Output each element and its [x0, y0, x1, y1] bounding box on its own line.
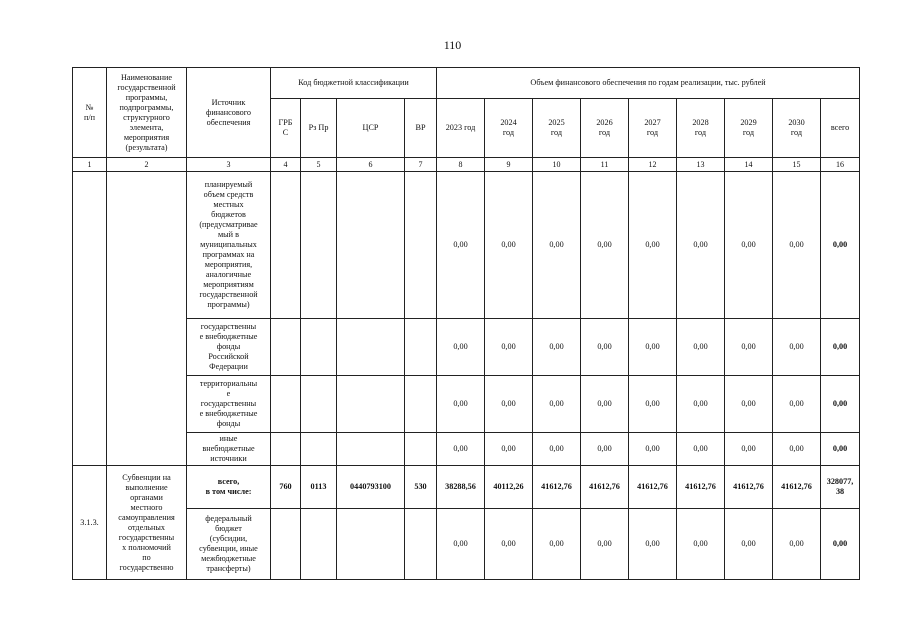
empty-cell — [301, 319, 337, 376]
header-row — [73, 68, 860, 99]
header-rzpr: Рз Пр — [301, 99, 337, 158]
item-rzpr: 0113 — [301, 466, 337, 509]
value-cell: 0,00 — [677, 172, 725, 319]
header-2023: 2023 год — [437, 99, 485, 158]
value-cell: 0,00 — [725, 319, 773, 376]
value-cell: 0,00 — [533, 172, 581, 319]
value-cell: 0,00 — [533, 433, 581, 466]
empty-cell — [337, 376, 405, 433]
table-row — [73, 319, 860, 376]
total-cell: 0,00 — [821, 376, 860, 433]
value-cell: 40112,26 — [485, 466, 533, 509]
table-row — [73, 433, 860, 466]
value-cell: 0,00 — [485, 509, 533, 580]
value-cell: 0,00 — [773, 172, 821, 319]
column-numbers-row — [73, 158, 860, 172]
header-vr: ВР — [405, 99, 437, 158]
column-number: 10 — [533, 158, 581, 172]
value-cell: 0,00 — [581, 433, 629, 466]
column-number: 11 — [581, 158, 629, 172]
column-number: 5 — [301, 158, 337, 172]
header-2024: 2024 год — [485, 99, 533, 158]
empty-cell — [271, 319, 301, 376]
item-grbs: 760 — [271, 466, 301, 509]
header-total: всего — [821, 99, 860, 158]
column-number: 8 — [437, 158, 485, 172]
value-cell: 0,00 — [437, 433, 485, 466]
column-number: 7 — [405, 158, 437, 172]
column-number: 15 — [773, 158, 821, 172]
total-cell: 0,00 — [821, 172, 860, 319]
value-cell: 0,00 — [677, 433, 725, 466]
empty-cell — [405, 433, 437, 466]
item-total-row — [73, 466, 860, 509]
value-cell: 0,00 — [581, 319, 629, 376]
column-number: 4 — [271, 158, 301, 172]
value-cell: 0,00 — [437, 376, 485, 433]
empty-cell — [405, 172, 437, 319]
header-2027: 2027 год — [629, 99, 677, 158]
value-cell: 0,00 — [437, 319, 485, 376]
header-grbs: ГРБ С — [271, 99, 301, 158]
header-finance-group: Объем финансового обеспечения по годам реализации, тыс. рублей — [437, 68, 860, 99]
value-cell: 0,00 — [725, 172, 773, 319]
header-csr: ЦСР — [337, 99, 405, 158]
column-number: 14 — [725, 158, 773, 172]
value-cell: 0,00 — [581, 509, 629, 580]
header-code-group: Код бюджетной классификации — [271, 68, 437, 99]
header-2030: 2030 год — [773, 99, 821, 158]
value-cell: 0,00 — [725, 433, 773, 466]
item-total-label: всего, в том числе: — [187, 466, 271, 509]
value-cell: 0,00 — [677, 376, 725, 433]
empty-cell — [301, 172, 337, 319]
value-cell: 0,00 — [533, 319, 581, 376]
funding-source: федеральный бюджет (субсидии, субвенции, иные межбюджетные трансферты) — [187, 509, 271, 580]
header-2028: 2028 год — [677, 99, 725, 158]
header-source: Источник финансового обеспечения — [187, 68, 271, 158]
empty-cell — [73, 172, 107, 466]
empty-cell — [337, 319, 405, 376]
item-name: Субвенции на выполнение органами местного самоуправления отдельных государственны х полномочий по государственно — [107, 466, 187, 580]
empty-cell — [271, 376, 301, 433]
value-cell: 0,00 — [773, 509, 821, 580]
column-number: 12 — [629, 158, 677, 172]
page-number: 110 — [443, 38, 462, 52]
value-cell: 0,00 — [629, 376, 677, 433]
total-cell: 0,00 — [821, 319, 860, 376]
header-2026: 2026 год — [581, 99, 629, 158]
funding-source: планируемый объем средств местных бюджетов (предусматривае мый в муниципальных программах на мероприятия, аналогичные мероприятиям государственной программы) — [187, 172, 271, 319]
value-cell: 0,00 — [773, 376, 821, 433]
column-number: 3 — [187, 158, 271, 172]
budget-table — [72, 67, 860, 580]
value-cell: 41612,76 — [773, 466, 821, 509]
column-number: 2 — [107, 158, 187, 172]
header-2025: 2025 год — [533, 99, 581, 158]
value-cell: 0,00 — [677, 509, 725, 580]
value-cell: 0,00 — [725, 376, 773, 433]
value-cell: 0,00 — [581, 376, 629, 433]
empty-cell — [271, 172, 301, 319]
header-name: Наименование государственной программы, подпрограммы, структурного элемента, мероприятия (результата) — [107, 68, 187, 158]
total-cell: 0,00 — [821, 509, 860, 580]
column-number: 9 — [485, 158, 533, 172]
empty-cell — [271, 509, 301, 580]
column-number: 13 — [677, 158, 725, 172]
value-cell: 0,00 — [725, 509, 773, 580]
value-cell: 0,00 — [485, 433, 533, 466]
value-cell: 41612,76 — [725, 466, 773, 509]
value-cell: 0,00 — [437, 172, 485, 319]
table-row — [73, 172, 860, 319]
column-number: 6 — [337, 158, 405, 172]
value-cell: 0,00 — [581, 172, 629, 319]
item-vr: 530 — [405, 466, 437, 509]
value-cell: 0,00 — [773, 433, 821, 466]
table-row — [73, 376, 860, 433]
empty-cell — [337, 172, 405, 319]
empty-cell — [301, 509, 337, 580]
item-index: 3.1.3. — [73, 466, 107, 580]
value-cell: 0,00 — [629, 319, 677, 376]
empty-cell — [107, 172, 187, 466]
value-cell: 0,00 — [677, 319, 725, 376]
empty-cell — [405, 376, 437, 433]
column-number: 1 — [73, 158, 107, 172]
empty-cell — [405, 319, 437, 376]
empty-cell — [301, 433, 337, 466]
empty-cell — [301, 376, 337, 433]
item-csr: 0440793100 — [337, 466, 405, 509]
value-cell: 0,00 — [485, 319, 533, 376]
empty-cell — [337, 433, 405, 466]
value-cell: 0,00 — [533, 376, 581, 433]
header-num: № п/п — [73, 68, 107, 158]
funding-source: иные внебюджетные источники — [187, 433, 271, 466]
total-cell: 0,00 — [821, 433, 860, 466]
value-cell: 0,00 — [533, 509, 581, 580]
column-number: 16 — [821, 158, 860, 172]
value-cell: 0,00 — [485, 376, 533, 433]
header-2029: 2029 год — [725, 99, 773, 158]
total-cell: 328077, 38 — [821, 466, 860, 509]
empty-cell — [337, 509, 405, 580]
empty-cell — [271, 433, 301, 466]
value-cell: 0,00 — [629, 433, 677, 466]
funding-source: территориальны е государственны е внебюджетные фонды — [187, 376, 271, 433]
value-cell: 41612,76 — [533, 466, 581, 509]
value-cell: 0,00 — [629, 172, 677, 319]
funding-source: государственны е внебюджетные фонды Российской Федерации — [187, 319, 271, 376]
table-row — [73, 509, 860, 580]
value-cell: 41612,76 — [629, 466, 677, 509]
value-cell: 41612,76 — [677, 466, 725, 509]
value-cell: 38288,56 — [437, 466, 485, 509]
value-cell: 41612,76 — [581, 466, 629, 509]
empty-cell — [405, 509, 437, 580]
value-cell: 0,00 — [629, 509, 677, 580]
value-cell: 0,00 — [773, 319, 821, 376]
value-cell: 0,00 — [485, 172, 533, 319]
value-cell: 0,00 — [437, 509, 485, 580]
